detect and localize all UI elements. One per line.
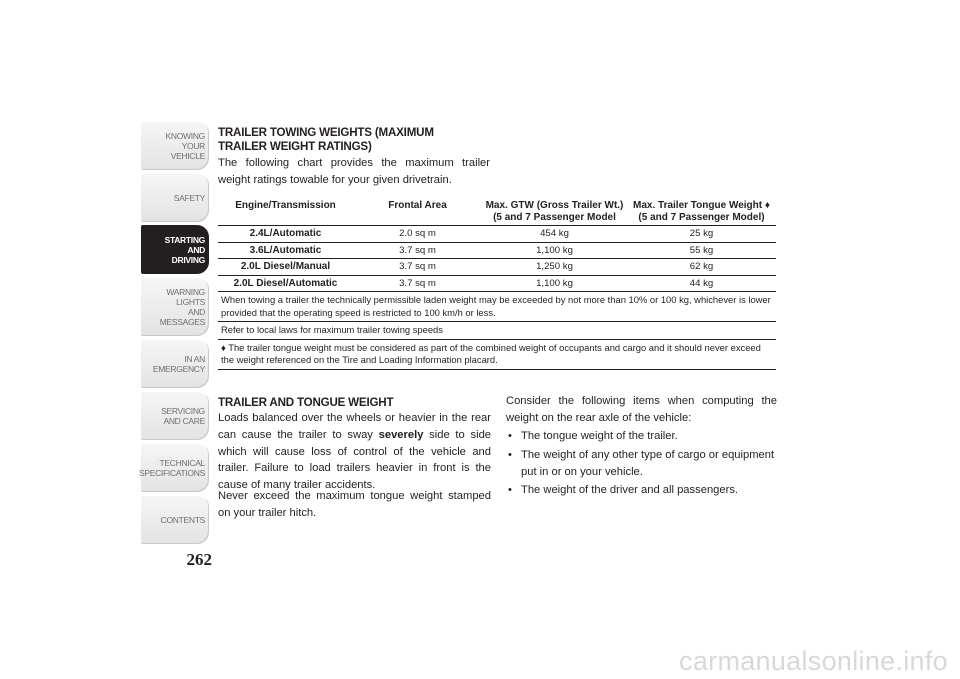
table-cell: 62 kg xyxy=(627,259,776,276)
tab-servicing-and-care[interactable] xyxy=(141,391,209,440)
column-header: Engine/Transmission xyxy=(235,200,336,211)
column-header: Max. Trailer Tongue Weight ♦ (5 and 7 Passenger Model) xyxy=(633,200,770,223)
section-heading-tongue-weight: TRAILER AND TONGUE WEIGHT xyxy=(218,396,394,409)
tongue-weight-paragraph: Never exceed the maximum tongue weight stamped on your trailer hitch. xyxy=(218,490,491,519)
tab-label: TECHNICAL SPECIFICATIONS xyxy=(138,457,205,478)
column-header: Max. GTW (Gross Trailer Wt.) (5 and 7 Passenger Model xyxy=(485,200,624,223)
text-run: side to side which will cause loss of control of the vehicle and trailer. Failure to load trailers heavier in front is the cause of many trailer accidents. xyxy=(218,428,492,492)
heading-line: TRAILER TOWING WEIGHTS (MAXIMUM xyxy=(218,126,434,139)
table-note-row xyxy=(218,339,776,369)
table-cell: 3.6L/Automatic xyxy=(218,242,353,259)
table-note-row xyxy=(218,322,776,340)
table-row xyxy=(218,275,776,292)
column-header: Frontal Area xyxy=(388,200,447,211)
tab-label: SERVICING AND CARE xyxy=(161,405,205,426)
balance-paragraph xyxy=(218,410,491,494)
table-row xyxy=(218,259,776,276)
table-cell: 3.7 sq m xyxy=(353,242,482,259)
table-cell: 3.7 sq m xyxy=(353,259,482,276)
watermark: carmanualsonline.info xyxy=(679,646,948,676)
table-cell: 1,250 kg xyxy=(482,259,627,276)
emphasis-severely: severely xyxy=(378,428,424,441)
list-item: • The tongue weight of the trailer. xyxy=(506,428,777,445)
tab-safety[interactable] xyxy=(141,173,209,222)
chapter-tabs xyxy=(138,121,209,547)
tab-label: KNOWING YOUR VEHICLE xyxy=(165,130,205,161)
section-heading-towing-weights xyxy=(218,126,434,154)
table-note: When towing a trailer the technically permissible laden weight may be exceeded by not more than 10% or 100 kg, whichever is lower provided that the operating speed is restricted to 100 km/h or less. xyxy=(218,292,776,322)
list-item: • The weight of the driver and all passengers. xyxy=(506,482,777,499)
table-cell: 2.0L Diesel/Automatic xyxy=(218,275,353,292)
tab-warning-lights-and-messages[interactable] xyxy=(141,277,209,336)
table-cell: 25 kg xyxy=(627,226,776,243)
tab-contents[interactable] xyxy=(141,495,209,544)
rear-axle-items-list xyxy=(506,428,777,501)
list-item: • The weight of any other type of cargo or equipment put in or on your vehicle. xyxy=(506,447,777,481)
table-cell: 1,100 kg xyxy=(482,242,627,259)
table-cell: 1,100 kg xyxy=(482,275,627,292)
tab-in-an-emergency[interactable] xyxy=(141,339,209,388)
tab-knowing-your-vehicle[interactable] xyxy=(141,121,209,170)
table-cell: 44 kg xyxy=(627,275,776,292)
page-number: 262 xyxy=(186,550,212,569)
table-note: ♦ The trailer tongue weight must be considered as part of the combined weight of occupants and cargo and it should never exceed the weight referenced on the Tire and Loading Information placard. xyxy=(218,339,776,369)
table-cell: 2.0 sq m xyxy=(353,226,482,243)
table-row xyxy=(218,242,776,259)
tab-technical-specifications[interactable] xyxy=(138,443,209,492)
table-cell: 2.4L/Automatic xyxy=(218,226,353,243)
intro-paragraph: The following chart provides the maximum trailer weight ratings towable for your given drivetrain. xyxy=(218,157,490,186)
tab-label: SAFETY xyxy=(173,192,205,203)
table-header-row xyxy=(218,198,776,226)
table-cell: 3.7 sq m xyxy=(353,275,482,292)
tab-label: CONTENTS xyxy=(160,514,205,525)
text-run: Loads balanced over the wheels or heavier in the rear can cause the trailer to sway xyxy=(218,412,491,441)
tab-starting-and-driving[interactable] xyxy=(141,225,209,274)
table-note-row xyxy=(218,292,776,322)
tab-label: IN AN EMERGENCY xyxy=(152,353,205,374)
table-cell: 454 kg xyxy=(482,226,627,243)
heading-line: TRAILER WEIGHT RATINGS) xyxy=(218,140,372,153)
tab-label: STARTING AND DRIVING xyxy=(164,234,205,265)
tab-label: WARNING LIGHTS AND MESSAGES xyxy=(159,286,205,327)
table-row xyxy=(218,226,776,243)
table-note: Refer to local laws for maximum trailer towing speeds xyxy=(218,322,776,340)
rear-axle-intro-paragraph: Consider the following items when computing the weight on the rear axle of the vehicle: xyxy=(506,395,777,424)
table-cell: 55 kg xyxy=(627,242,776,259)
trailer-weights-table xyxy=(218,198,776,370)
table-cell: 2.0L Diesel/Manual xyxy=(218,259,353,276)
